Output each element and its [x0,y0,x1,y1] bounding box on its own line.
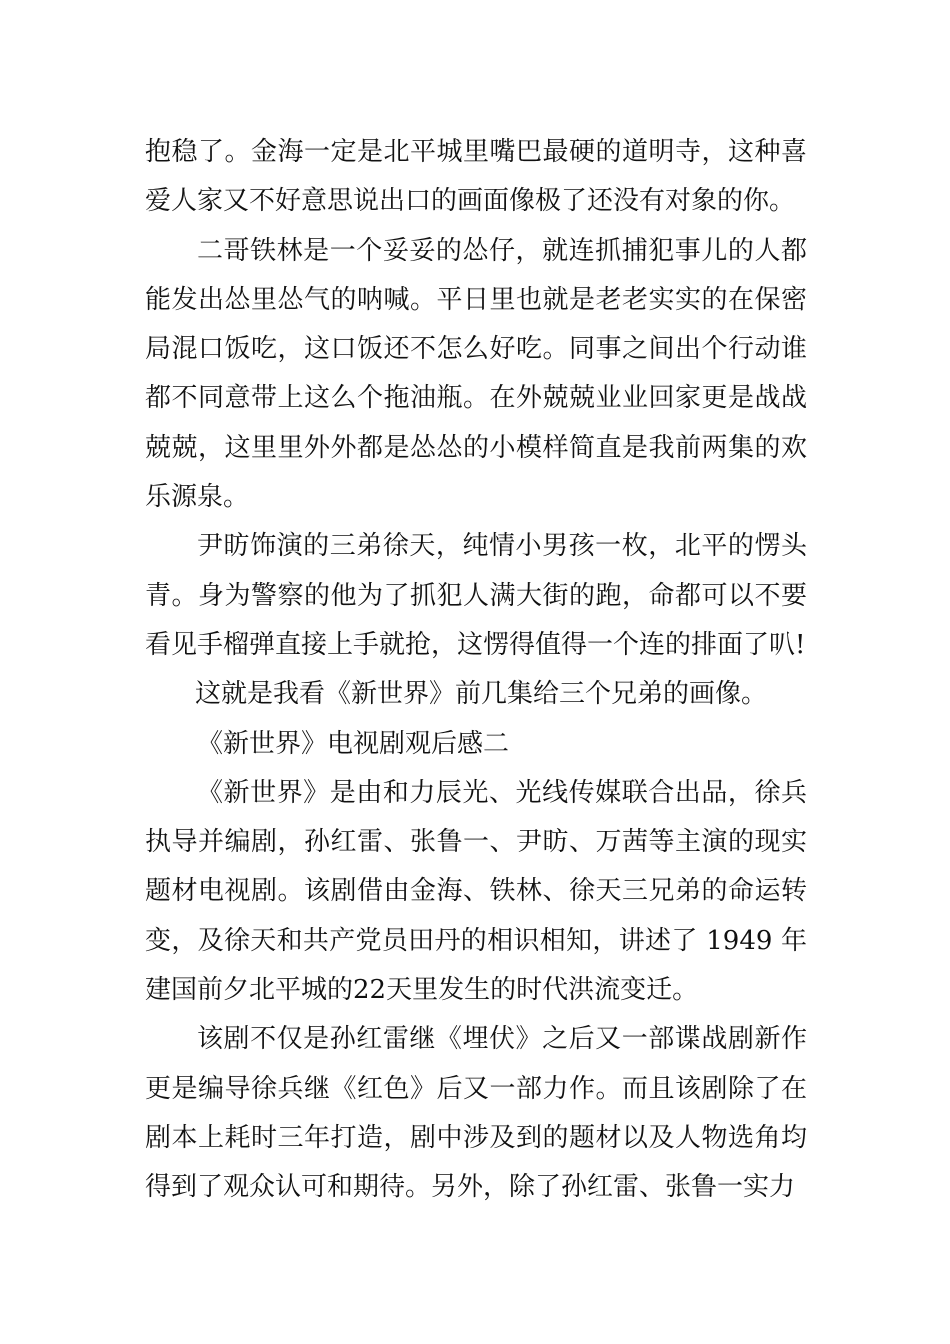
paragraph-3: 尹昉饰演的三弟徐天，纯情小男孩一枚，北平的愣头青。身为警察的他为了抓犯人满大街的跑，命都可以不要看见手榴弹直接上手就抢，这愣得值得一个连的排面了叭! [145,531,807,660]
paragraph-5: 《新世界》是由和力辰光、光线传媒联合出品，徐兵执导并编剧，孙红雷、张鲁一、尹昉、万茜等主演的现实题材电视剧。该剧借由金海、铁林、徐天三兄弟的命运转变，及徐天和共产党员田丹的相识相知，讲述了 1949 年建国前夕北平城的22天里发生的时代洪流变迁。 [145,777,807,1006]
document-body [145,128,807,1213]
paragraph-2: 二哥铁林是一个妥妥的怂仔，就连抓捕犯事儿的人都能发出怂里怂气的呐喊。平日里也就是老老实实的在保密局混口饭吃，这口饭还不怎么好吃。同事之间出个行动谁都不同意带上这么个拖油瓶。在外兢兢业业回家更是战战兢兢，这里里外外都是怂怂的小模样简直是我前两集的欢乐源泉。 [145,235,807,513]
section-heading: 《新世界》电视剧观后感二 [197,728,510,759]
paragraph-6: 该剧不仅是孙红雷继《埋伏》之后又一部谍战剧新作更是编导徐兵继《红色》后又一部力作。而且该剧除了在剧本上耗时三年打造，剧中涉及到的题材以及人物选角均得到了观众认可和期待。另外，除了孙红雷、张鲁一实力 [145,1024,807,1203]
paragraph-4: 这就是我看《新世界》前几集给三个兄弟的画像。 [195,679,768,710]
paragraph-1: 抱稳了。金海一定是北平城里嘴巴最硬的道明寺，这种喜爱人家又不好意思说出口的画面像极了还没有对象的你。 [145,137,807,217]
